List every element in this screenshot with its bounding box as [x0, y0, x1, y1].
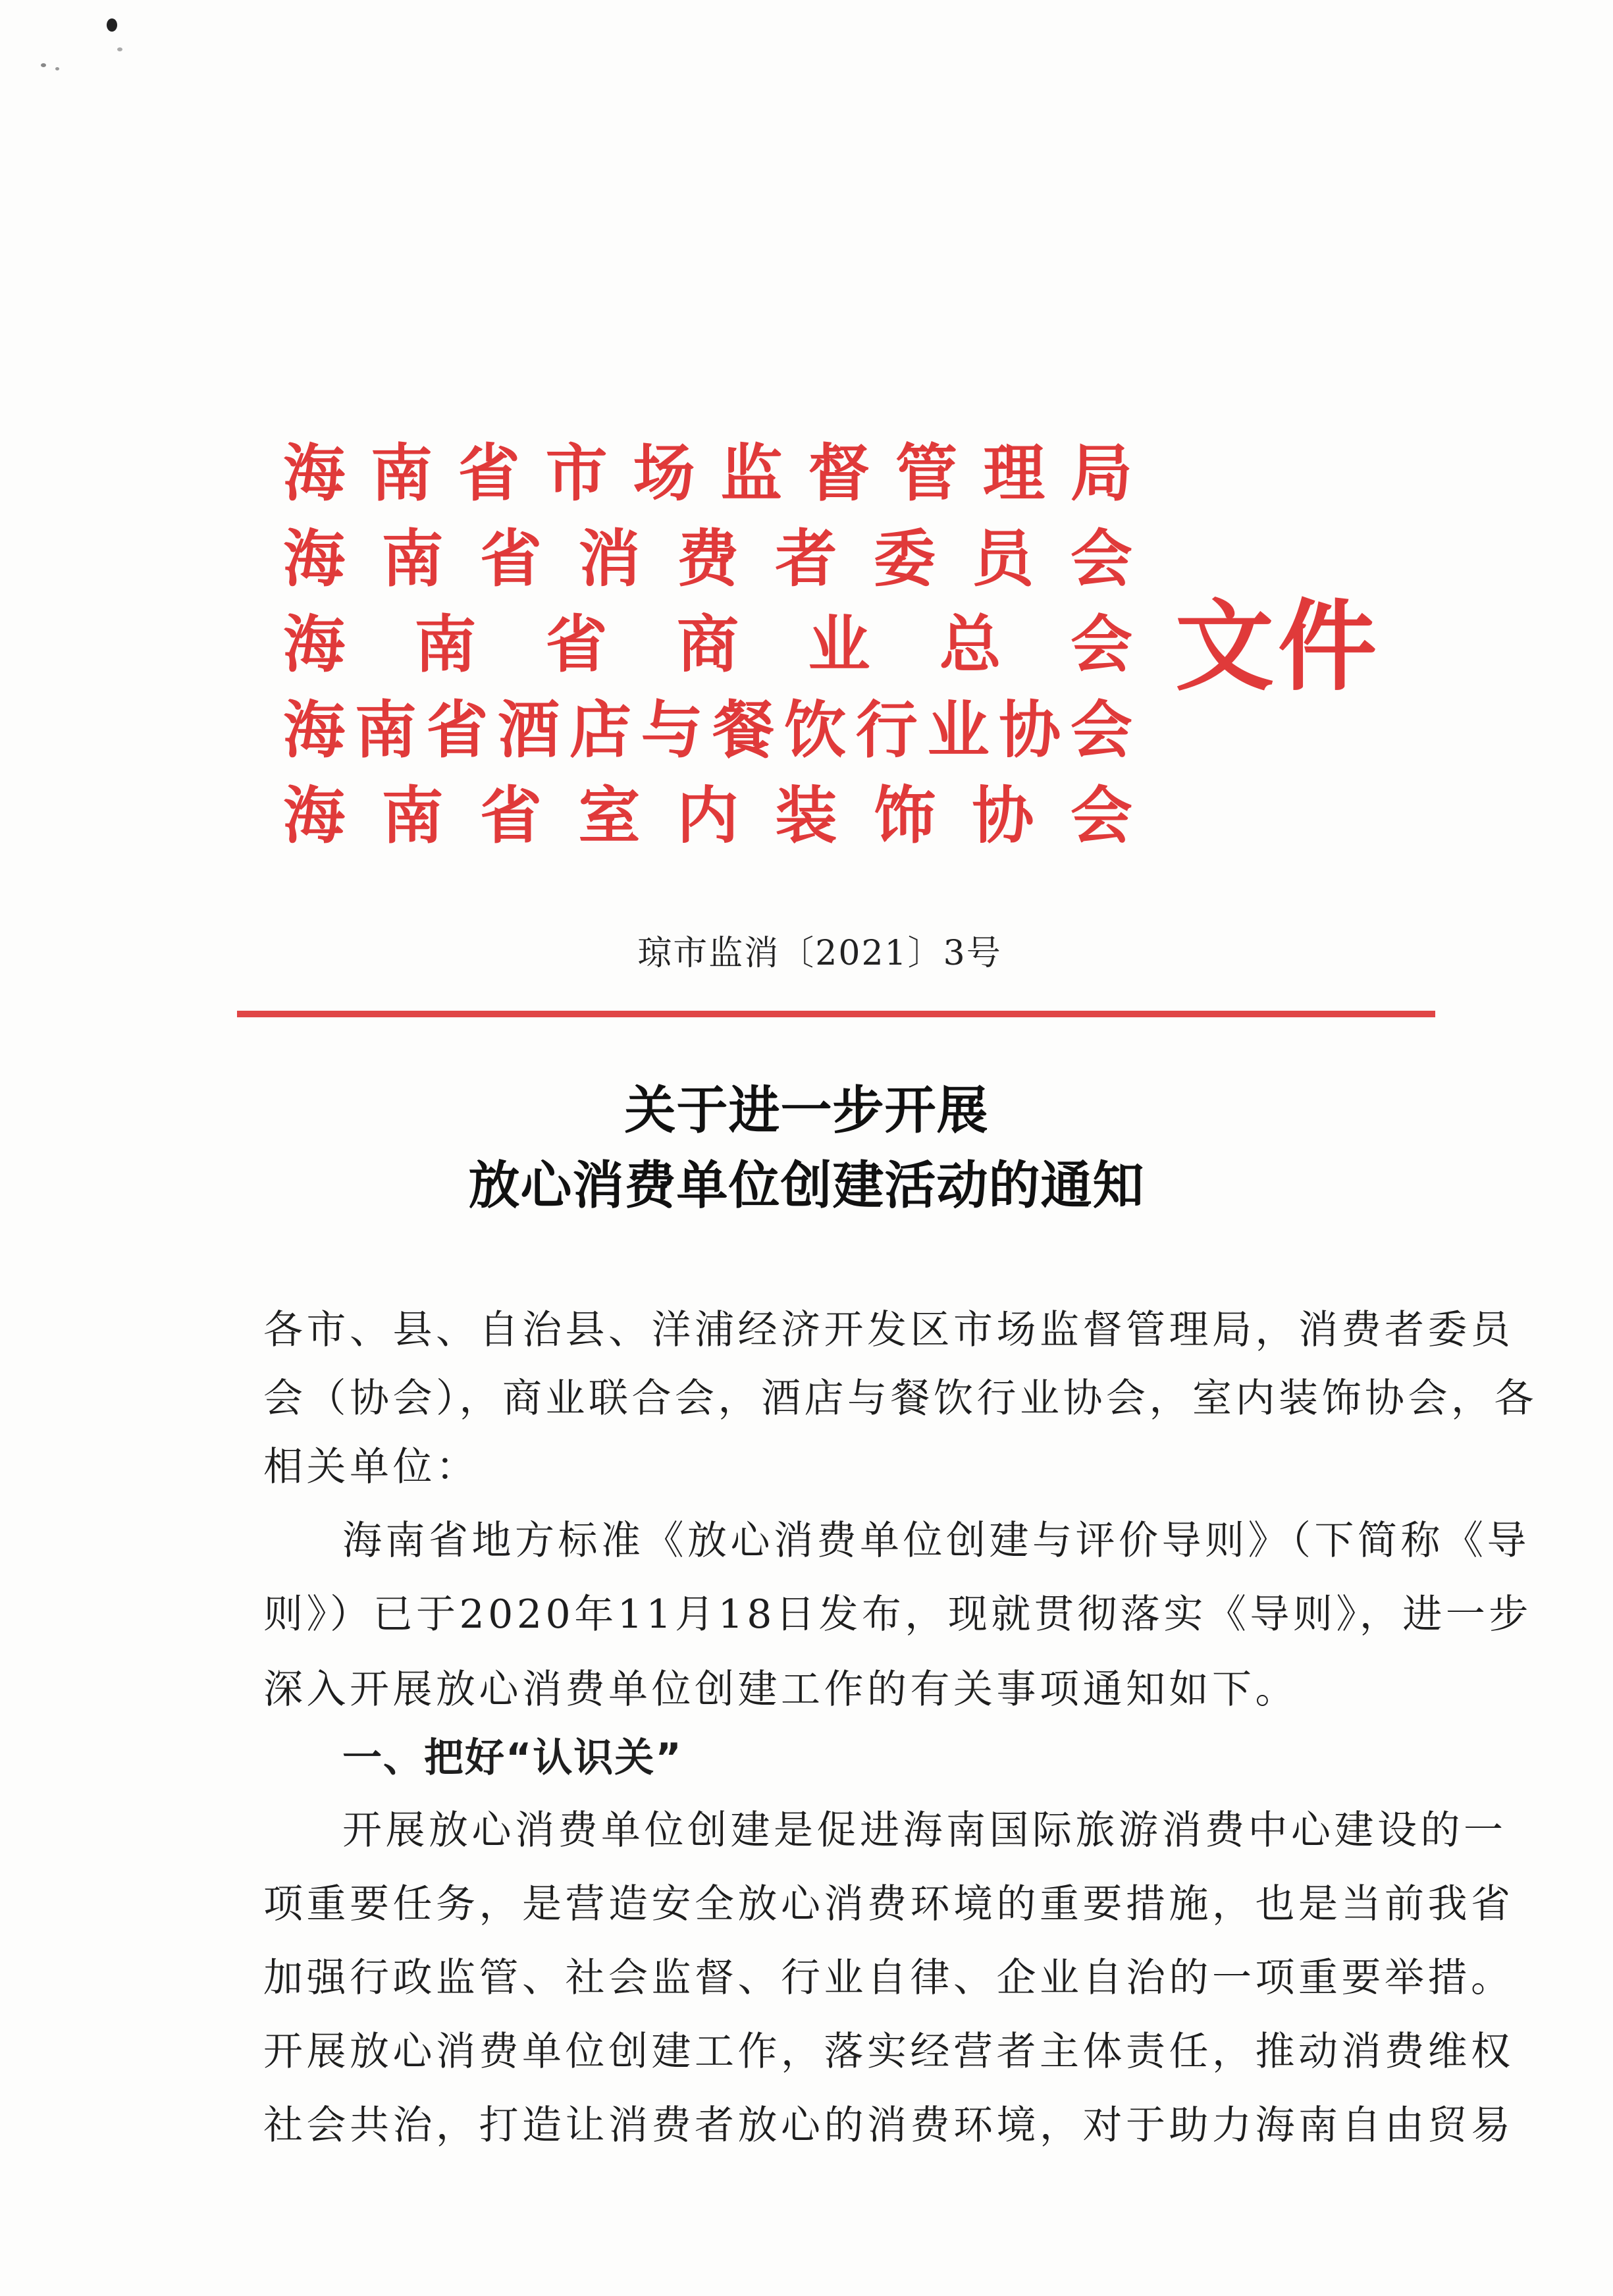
- body-line: 加强行政监管、社会监督、行业自律、企业自治的一项重要举措。: [263, 1955, 1514, 2001]
- issuer-char: 饰: [873, 780, 936, 852]
- issuer-char: 店: [569, 695, 631, 766]
- issuer-char: 装: [775, 780, 837, 852]
- issuer-char: 省: [545, 609, 608, 681]
- section-heading: 一、把好“认识关”: [342, 1735, 683, 1781]
- issuer-char: 南: [381, 523, 444, 595]
- issuer-char: 局: [1070, 438, 1132, 510]
- issuer-char: 海: [283, 523, 346, 595]
- issuer-char: 监: [720, 438, 783, 510]
- issuer-char: 业: [808, 609, 870, 681]
- issuer-char: 南: [354, 695, 417, 766]
- issuer-char: 消: [578, 523, 641, 595]
- issuer-char: 酒: [498, 695, 560, 766]
- body-line: 则》）已于2020年11月18日发布，现就贯彻落实《导则》，进一步: [263, 1591, 1532, 1638]
- document-title-line-1: 关于进一步开展: [624, 1081, 989, 1140]
- issuer-char: 内: [676, 780, 739, 852]
- issuer-char: 督: [808, 438, 870, 510]
- issuer-char: 省: [479, 523, 542, 595]
- issuer-char: 会: [1070, 609, 1132, 681]
- issuer-char: 协: [999, 695, 1061, 766]
- body-line: 开展放心消费单位创建工作，落实经营者主体责任，推动消费维权: [263, 2029, 1514, 2075]
- issuer-line-1: [283, 435, 1132, 514]
- issuer-char: 会: [1070, 780, 1132, 852]
- scan-speck: [55, 67, 59, 70]
- issuer-char: 省: [426, 695, 489, 766]
- issuer-char: 会: [1070, 523, 1132, 595]
- issuer-char: 委: [873, 523, 936, 595]
- issuer-char: 场: [633, 438, 695, 510]
- issuer-char: 海: [283, 609, 346, 681]
- issuer-char: 南: [381, 780, 444, 852]
- issuer-char: 饮: [784, 695, 847, 766]
- body-line: 深入开展放心消费单位创建工作的有关事项通知如下。: [263, 1667, 1298, 1713]
- issuer-char: 员: [972, 523, 1034, 595]
- scan-speck: [117, 47, 122, 51]
- issuer-char: 与: [641, 695, 703, 766]
- red-divider: [237, 1011, 1435, 1017]
- document-suffix: 文件: [1175, 590, 1381, 705]
- document-title-line-2: 放心消费单位创建活动的通知: [468, 1156, 1145, 1215]
- issuer-char: 南: [370, 438, 433, 510]
- scan-speck: [107, 18, 117, 32]
- issuer-char: 省: [479, 780, 542, 852]
- body-line: 相关单位：: [263, 1444, 479, 1490]
- issuer-char: 费: [676, 523, 739, 595]
- issuer-char: 者: [775, 523, 837, 595]
- issuer-char: 海: [283, 780, 346, 852]
- body-line: 开展放心消费单位创建是促进海南国际旅游消费中心建设的一: [342, 1807, 1507, 1854]
- body-line: 社会共治，打造让消费者放心的消费环境，对于助力海南自由贸易: [263, 2102, 1514, 2149]
- body-line: 会（协会），商业联合会，酒店与餐饮行业协会，室内装饰协会，各: [263, 1375, 1537, 1422]
- issuer-char: 海: [283, 695, 346, 766]
- document-number: 琼市监消〔2021〕3号: [637, 934, 1002, 973]
- issuer-char: 业: [927, 695, 990, 766]
- issuer-char: 理: [983, 438, 1045, 510]
- scan-speck: [41, 63, 46, 67]
- issuer-char: 餐: [712, 695, 775, 766]
- issuer-char: 协: [972, 780, 1034, 852]
- issuer-line-2: [283, 520, 1132, 599]
- issuer-char: 省: [458, 438, 520, 510]
- issuer-line-4: [283, 691, 1132, 770]
- issuer-char: 会: [1070, 695, 1132, 766]
- issuer-char: 市: [545, 438, 608, 510]
- issuer-char: 室: [578, 780, 641, 852]
- issuer-char: 商: [676, 609, 739, 681]
- issuer-char: 行: [855, 695, 918, 766]
- issuer-line-3: [283, 606, 1132, 685]
- issuer-char: 南: [414, 609, 477, 681]
- issuer-char: 管: [895, 438, 958, 510]
- issuer-char: 总: [939, 609, 1001, 681]
- issuer-line-5: [283, 777, 1132, 856]
- body-line: 海南省地方标准《放心消费单位创建与评价导则》（下简称《导: [342, 1518, 1530, 1564]
- body-line: 各市、县、自治县、洋浦经济开发区市场监督管理局，消费者委员: [263, 1307, 1514, 1353]
- body-line: 项重要任务，是营造安全放心消费环境的重要措施，也是当前我省: [263, 1881, 1514, 1927]
- issuer-char: 海: [283, 438, 346, 510]
